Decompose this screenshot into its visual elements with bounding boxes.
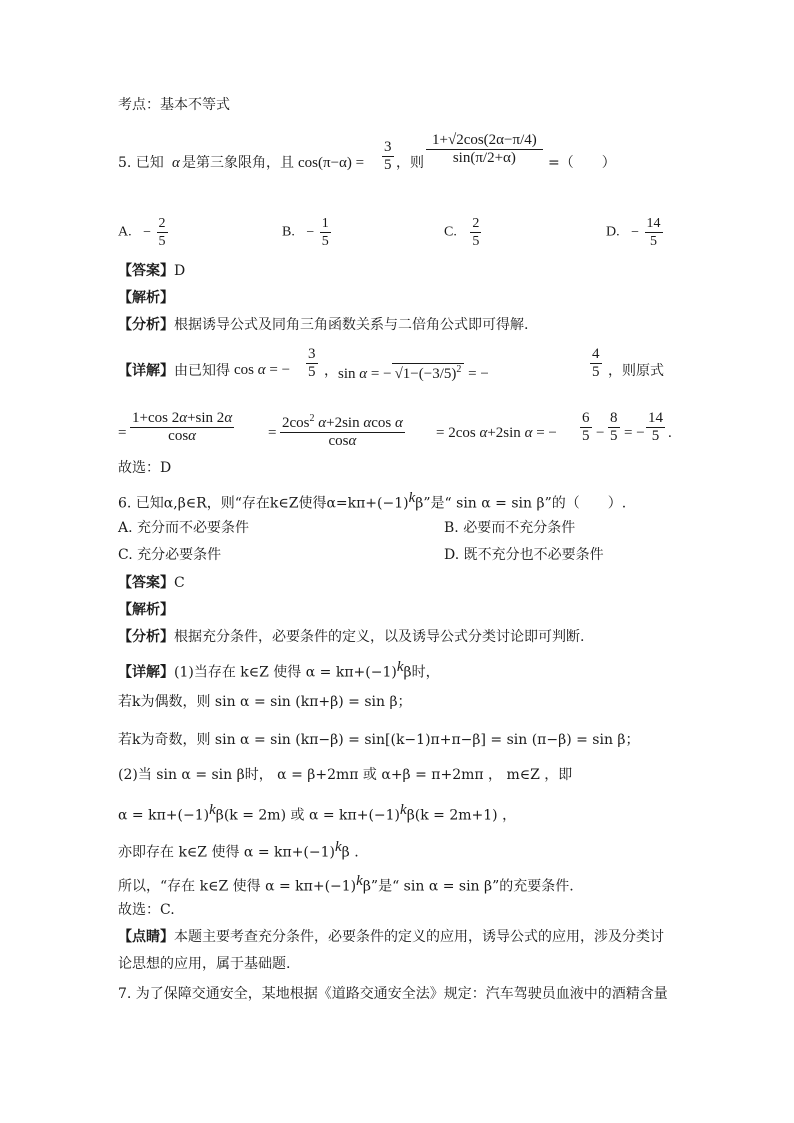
option-den: 5 bbox=[158, 234, 166, 249]
option-den: 5 bbox=[472, 234, 480, 249]
q6-stem-a: 6. 已知α,β∈R，则“存在k∈Z使得α=kπ+(−1) bbox=[118, 495, 409, 512]
q5-given-fraction bbox=[382, 139, 394, 174]
answer-tag: 【答案】 bbox=[118, 263, 174, 279]
q5-expression-fraction bbox=[426, 132, 543, 167]
option-num: 2 bbox=[472, 216, 480, 231]
fenxi-text: 根据诱导公式及同角三角函数关系与二倍角公式即可得解. bbox=[174, 317, 529, 333]
q6-dianjing-cont: 论思想的应用，属于基础题. bbox=[118, 956, 291, 972]
answer-value: C bbox=[174, 575, 185, 591]
option-text: 充分必要条件 bbox=[137, 547, 222, 563]
math-frac-4-5: $\frac{4}{5}$ bbox=[592, 346, 600, 380]
q5-fenxi bbox=[118, 316, 528, 334]
q6-line2: 若k为偶数，则 sin α = sin (kπ+β) = sin β； bbox=[118, 694, 412, 710]
q5-answer bbox=[118, 262, 185, 280]
option-fraction bbox=[470, 215, 481, 250]
math-cos: cos α = − bbox=[234, 362, 291, 378]
q5-option-a[interactable] bbox=[118, 215, 170, 250]
q5-stem-pre: 5. 已知 bbox=[118, 155, 164, 171]
option-label: B. bbox=[444, 520, 459, 536]
option-num: 2 bbox=[158, 216, 166, 231]
answer-tag: 【答案】 bbox=[118, 575, 174, 591]
l6a: 亦即存在 k∈Z 使得 α = kπ+(−1) bbox=[118, 844, 335, 861]
q6-line3: 若k为奇数，则 sin α = sin (kπ−β) = sin[(k−1)π+π−β] = sin (π−β) = sin β； bbox=[118, 732, 640, 748]
option-fraction bbox=[320, 215, 331, 250]
fenxi-tag: 【分析】 bbox=[118, 317, 174, 333]
option-text: 既不充分也不必要条件 bbox=[463, 547, 604, 563]
q5-expr-num: 1+√2cos(2α−π/4) bbox=[426, 132, 543, 150]
q5-stem-end: =（ ） bbox=[548, 155, 616, 171]
xiangjie-tag: 【详解】 bbox=[118, 664, 174, 681]
xj2-end: . bbox=[668, 425, 672, 441]
q5-given: cos(π−α) = bbox=[298, 155, 365, 171]
option-label: C. bbox=[444, 224, 457, 240]
q6-answer bbox=[118, 574, 185, 592]
topic-label: 考点：基本不等式 bbox=[118, 97, 230, 113]
option-fraction bbox=[157, 215, 168, 250]
l5a: α = kπ+(−1) bbox=[118, 807, 210, 824]
option-num: 1 bbox=[321, 216, 329, 231]
q5-given-den: 5 bbox=[384, 157, 392, 173]
fenxi-tag: 【分析】 bbox=[118, 629, 174, 645]
q5-guxuan: 故选：D bbox=[118, 460, 172, 476]
q6-option-c[interactable] bbox=[118, 546, 221, 564]
q6-option-a[interactable] bbox=[118, 519, 249, 537]
q6-xiangjie-l1: 【详解】(1)当存在 k∈Z 使得 $\alpha = k\pi+(-1)^k\beta$时， bbox=[118, 659, 440, 681]
option-den: 5 bbox=[321, 234, 329, 249]
q5-option-b[interactable] bbox=[282, 215, 333, 250]
q5-expr-den: sin(π/2+α) bbox=[452, 150, 516, 166]
q5-jiexi: 【解析】 bbox=[118, 290, 174, 306]
q6-line7: 所以，“存在 k∈Z 使得 $\alpha = k\pi+(-1)^k\beta$”是“ sin α = sin β”的充要条件. bbox=[118, 873, 574, 895]
math-frac-3-5: $\frac{3}{5}$ bbox=[308, 346, 316, 380]
q6-guxuan: 故选：C. bbox=[118, 902, 175, 918]
xj1a: 由已知得 bbox=[174, 363, 230, 379]
q6-stem: 6. 已知α,β∈R，则“存在k∈Z使得$\alpha=k\pi+(-1)^k\beta$”是“ sin α = sin β”的（ ）. bbox=[118, 490, 627, 512]
option-label: C. bbox=[118, 547, 133, 563]
option-den: 5 bbox=[650, 234, 658, 249]
option-label: B. bbox=[282, 224, 295, 240]
l1a: (1)当存在 k∈Z 使得 α = kπ+(−1) bbox=[174, 664, 397, 681]
q6-option-d[interactable] bbox=[444, 546, 604, 564]
q6-dianjing bbox=[118, 928, 664, 946]
option-text: 必要而不充分条件 bbox=[463, 520, 576, 536]
q6-line5: $\alpha = k\pi+(-1)^k\beta(k = 2m)$ 或 $\alpha = k\pi+(-1)^k\beta(k = 2m+1)$ ， bbox=[118, 802, 517, 824]
q7-stem: 7. 为了保障交通安全，某地根据《道路交通安全法》规定：汽车驾驶员血液中的酒精含量 bbox=[118, 986, 668, 1002]
l7a: 所以，“存在 k∈Z 使得 α = kπ+(−1) bbox=[118, 878, 357, 895]
option-label: D. bbox=[606, 224, 620, 240]
xiangjie-tag: 【详解】 bbox=[118, 363, 174, 379]
q6-stem-b: β”是“ sin α = sin β”的（ ）. bbox=[415, 495, 627, 512]
alpha-symbol: α bbox=[172, 155, 180, 171]
q5-given-num: 3 bbox=[384, 139, 392, 155]
answer-value: D bbox=[174, 263, 186, 279]
q5-stem-mid2: ，则 bbox=[396, 155, 424, 171]
option-sign: − bbox=[306, 224, 315, 240]
fenxi-text: 根据充分条件，必要条件的定义，以及诱导公式分类讨论即可判断. bbox=[174, 629, 585, 645]
l7b: β”是“ sin α = sin β”的充要条件. bbox=[362, 878, 574, 895]
xj1c: ，则原式 bbox=[608, 363, 664, 379]
q6-option-b[interactable] bbox=[444, 519, 575, 537]
q5-option-c[interactable] bbox=[444, 215, 483, 250]
option-num: 14 bbox=[646, 216, 661, 231]
q6-fenxi bbox=[118, 628, 584, 646]
option-sign: − bbox=[631, 224, 640, 240]
l5c: β(k = 2m+1) ， bbox=[406, 807, 517, 824]
l6b: β . bbox=[341, 844, 359, 861]
option-fraction bbox=[645, 215, 663, 250]
dianjing-tag: 【点睛】 bbox=[118, 929, 174, 945]
q6-line4: (2)当 sin α = sin β时， α = β+2mπ 或 α+β = π+2mπ ， m∈Z ，即 bbox=[118, 767, 573, 783]
document-page: 考点：基本不等式 5. 已知 α 是第三象限角，且 cos(π−α) = $\frac{3}{5}$ ，则 $\frac{1+√2\cos(2\alpha-\pi/4)}{\sin(\pi/2+\alpha)}$ =（ ） A. − $\frac{2}{5}$ B. − $\frac{1}{5}$ C. $\frac{2}{5}$ D. − $\frac{14}{5}$ 【答案】D 【解析】 【分析】根据诱导公式及同角三角函数关系与二倍角公式即可得解. 【详解】 由已知得 cos α = − $\frac{3}{5}$ ， sin α = − $√1-(-3/5)^2$ = − $\frac{4}{5}$ ，则原式 = $\frac{1+\cos 2\alpha+\sin 2\alpha}{\cos\alpha}$ = $\frac{2\cos^2 \alpha+2\sin \alpha\cos \alpha}{\cos\alpha}$ = 2cos α+2sin α = − $\frac{6}{5}$ − $\frac{8}{5}$ = − $\frac{14}{5}$ . 故选：D 6. 已知α,β∈R，则“存在k∈Z使得$\alpha=k\pi+(-1)^k\beta$”是“ sin α = sin β”的（ ）. A. 充分而不必要条件 B. 必要而不充分条件 C. 充分必要条件 D. 既不充分也不必要条件 【答案】C 【解析】 【分析】根据充分条件，必要条件的定义，以及诱导公式分类讨论即可判断. 【详解】(1)当存在 k∈Z 使得 $\alpha = k\pi+(-1)^k\beta$时， 若k为偶数，则 sin α = sin (kπ+β) = sin β； 若k为奇数，则 sin α = sin (kπ−β) = sin[(k−1)π+π−β] = sin (π−β) = sin β； (2)当 sin α = sin β时， α = β+2mπ 或 α+β = π+2mπ ， m∈Z ，即 $\alpha = k\pi+(-1)^k\beta(k = 2m)$ 或 $\alpha = k\pi+(-1)^k\beta(k = 2m+1)$ ， 亦即存在 k∈Z 使得 $\alpha = k\pi+(-1)^k\beta$ . 所以，“存在 k∈Z 使得 $\alpha = k\pi+(-1)^k\beta$”是“ sin α = sin β”的充要条件. 故选：C. 【点睛】本题主要考查充分条件，必要条件的定义的应用，诱导公式的应用，涉及分类讨 论思想的应用，属于基础题. 7. 为了保障交通安全，某地根据《道路交通安全法》规定：汽车驾驶员血液中的酒精含量 bbox=[118, 97, 672, 1002]
math-sin-sqrt: sin α = − $√1-(-3/5)^2$ = − bbox=[338, 364, 489, 382]
xj1b: ， bbox=[324, 363, 338, 379]
q5-option-d[interactable] bbox=[606, 215, 665, 250]
dianjing-line1: 本题主要考查充分条件，必要条件的定义的应用，诱导公式的应用，涉及分类讨 bbox=[174, 929, 664, 945]
q5-stem-mid1: 是第三象限角，且 bbox=[182, 155, 294, 171]
q6-line6: 亦即存在 k∈Z 使得 $\alpha = k\pi+(-1)^k\beta$ . bbox=[118, 839, 359, 861]
option-text: 充分而不必要条件 bbox=[137, 520, 250, 536]
l1b: β时， bbox=[403, 664, 440, 681]
l5b: β(k = 2m) 或 α = kπ+(−1) bbox=[215, 807, 401, 824]
option-label: A. bbox=[118, 224, 132, 240]
q6-jiexi: 【解析】 bbox=[118, 602, 174, 618]
option-label: D. bbox=[444, 547, 460, 563]
option-label: A. bbox=[118, 520, 133, 536]
option-sign: − bbox=[143, 224, 152, 240]
